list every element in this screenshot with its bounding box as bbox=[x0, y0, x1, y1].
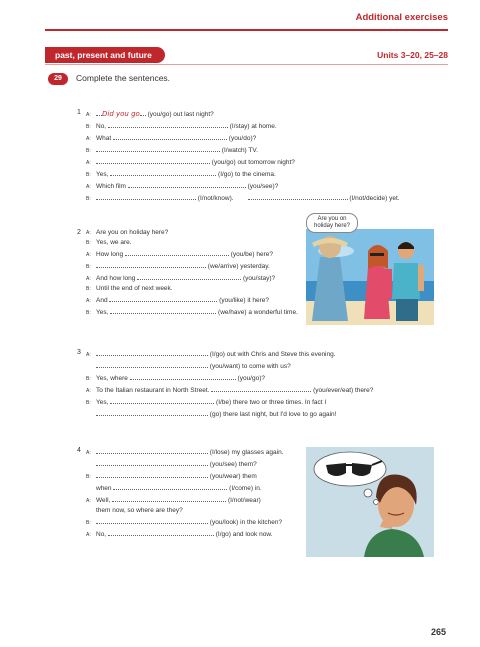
answer-blank[interactable] bbox=[125, 248, 229, 256]
answer-blank[interactable] bbox=[96, 192, 196, 200]
answer-blank[interactable] bbox=[110, 306, 216, 314]
item-number-4: 4 bbox=[77, 447, 81, 454]
answer-blank[interactable] bbox=[110, 168, 216, 176]
units-reference: Units 3–20, 25–28 bbox=[377, 50, 448, 60]
answer-blank[interactable] bbox=[112, 494, 226, 502]
exercise-number: 29 bbox=[48, 73, 68, 85]
holiday-illustration bbox=[306, 229, 434, 325]
exercise-instruction: Complete the sentences. bbox=[76, 73, 171, 83]
exercise-1: A: Did you go (you/go) out last night? B: No, (I/stay) at home. A: What (you/do)? B: (I/watch) TV. A: (you/go) out tomorrow night? B: Yes, (I/go) to the cinema. A: Which film (you/see)? B: (I/not/know). (I/not/decide) yet. bbox=[86, 110, 400, 202]
answer-blank[interactable] bbox=[109, 294, 217, 302]
answer-blank[interactable] bbox=[211, 384, 311, 392]
header-rule bbox=[45, 29, 448, 31]
page-number: 265 bbox=[430, 627, 446, 637]
answer-blank[interactable] bbox=[130, 372, 236, 380]
answer-blank[interactable] bbox=[96, 470, 208, 478]
answer-blank[interactable] bbox=[96, 348, 208, 356]
example-answer: Did you go bbox=[102, 110, 140, 118]
answer-blank[interactable] bbox=[113, 132, 227, 140]
answer-blank[interactable] bbox=[96, 458, 208, 466]
answer-blank[interactable] bbox=[137, 272, 241, 280]
exercise-3: A: (I/go) out with Chris and Steve this evening. (you/want) to come with us? B: Yes, where (you/go)? A: To the Italian restaurant in North Street. (you/ever/eat) there? B: Yes, (I/be) there two or three times. In fact I (go) there last night, but I'd love to go again! bbox=[86, 348, 373, 420]
answer-blank[interactable] bbox=[108, 120, 228, 128]
item-number-2: 2 bbox=[77, 229, 81, 236]
answer-blank[interactable] bbox=[96, 408, 208, 416]
answer-blank[interactable] bbox=[113, 482, 227, 490]
item-number-1: 1 bbox=[77, 109, 81, 116]
exercise-2: A: Are you on holiday here? B: Yes, we are. A: How long (you/be) here? B: (we/arrive) yesterday. A: And how long (you/stay)? B: Until the end of next week. A: And (you/like) it here? B: Yes, (we/have) a wonderful time. bbox=[86, 229, 298, 316]
answer-blank[interactable] bbox=[248, 192, 348, 200]
answer-blank[interactable] bbox=[110, 396, 214, 404]
tab-rule bbox=[45, 64, 448, 65]
answer-blank[interactable] bbox=[128, 180, 246, 188]
section-header: Additional exercises bbox=[355, 12, 448, 23]
answer-blank[interactable] bbox=[96, 360, 208, 368]
answer-blank[interactable] bbox=[108, 528, 214, 536]
lost-glasses-illustration bbox=[306, 447, 434, 557]
answer-blank[interactable] bbox=[96, 144, 220, 152]
answer-blank[interactable] bbox=[96, 260, 206, 268]
exercise-4: A: (I/lose) my glasses again. (you/see) them? B: (you/wear) them when (I/come) in. A: Well, (I/not/wear) them now, so where are they? B: (you/look) in the kitchen? A: No, (I/go) and look now. bbox=[86, 446, 284, 540]
section-tab: past, present and future bbox=[45, 47, 165, 63]
answer-blank[interactable] bbox=[96, 156, 210, 164]
speech-bubble: Are you on holiday here? bbox=[306, 213, 358, 233]
answer-blank[interactable] bbox=[96, 446, 208, 454]
item-number-3: 3 bbox=[77, 349, 81, 356]
answer-blank[interactable] bbox=[96, 516, 208, 524]
